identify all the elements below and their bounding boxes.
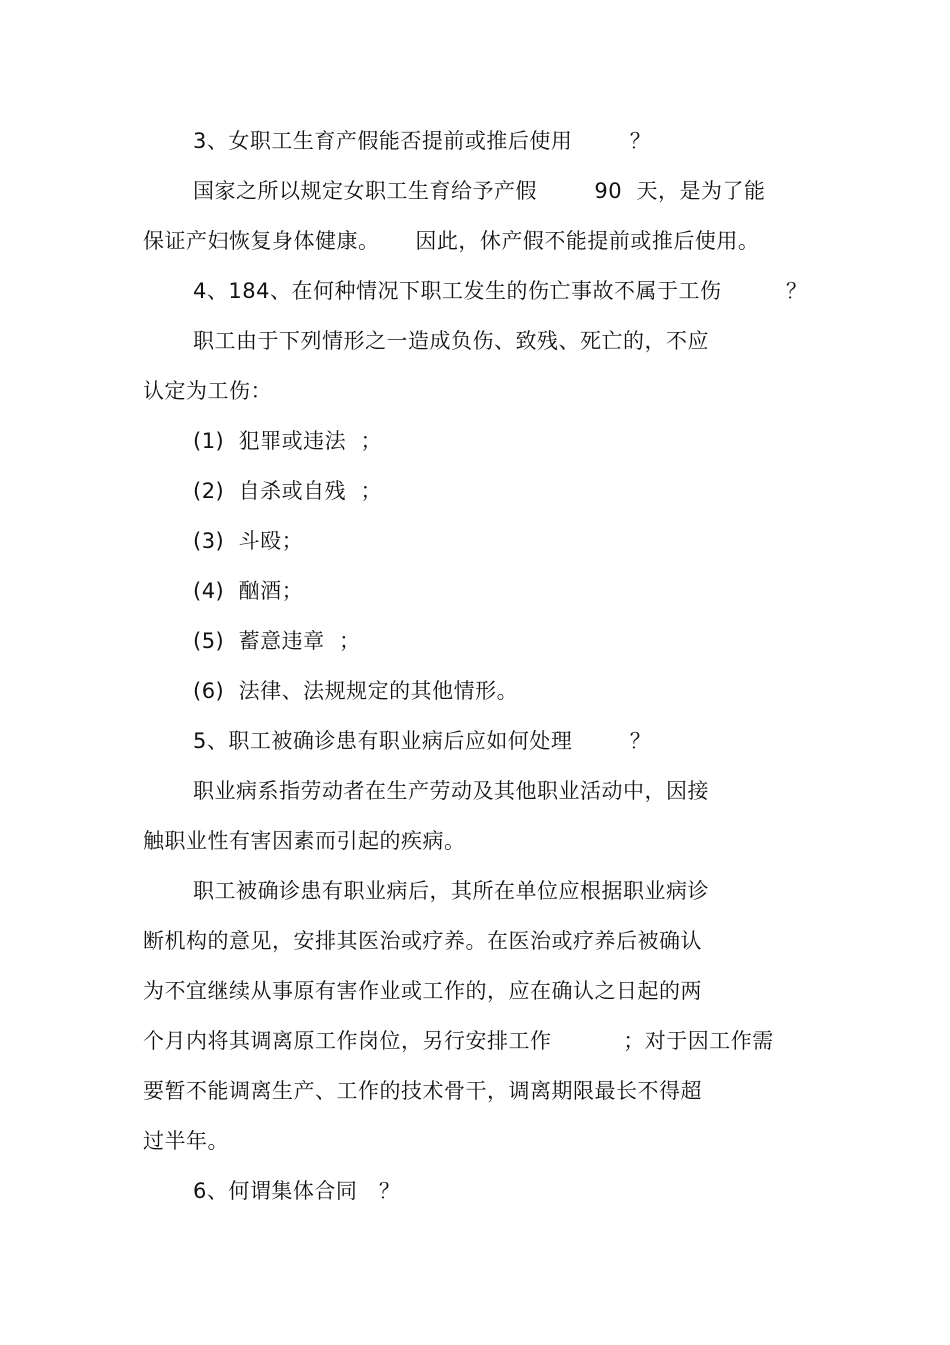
question-5-heading: 5、职工被确诊患有职业病后应如何处理 ？: [193, 729, 652, 753]
list-item: (1) 犯罪或违法 ；: [193, 429, 382, 453]
paragraph-line: 保证产妇恢复身体健康。 因此，休产假不能提前或推后使用。: [143, 229, 760, 253]
list-item: (3) 斗殴；: [193, 529, 304, 553]
paragraph-line: 过半年。: [143, 1129, 229, 1153]
paragraph-line: 认定为工伤：: [143, 379, 272, 403]
paragraph-line: 触职业性有害因素而引起的疾病。: [143, 829, 466, 853]
paragraph-line: 要暂不能调离生产、工作的技术骨干，调离期限最长不得超: [143, 1079, 702, 1103]
paragraph-line: 为不宜继续从事原有害作业或工作的，应在确认之日起的两: [143, 979, 702, 1003]
list-item: (2) 自杀或自残 ；: [193, 479, 382, 503]
list-item: (5) 蓄意违章 ；: [193, 629, 361, 653]
paragraph-line: 职工由于下列情形之一造成负伤、致残、死亡的，不应: [193, 329, 709, 353]
question-4-heading: 4、184、在何种情况下职工发生的伤亡事故不属于工伤 ？: [193, 279, 808, 303]
paragraph-line: 国家之所以规定女职工生育给予产假 90 天，是为了能: [193, 179, 766, 203]
question-3-heading: 3、女职工生育产假能否提前或推后使用 ？: [193, 129, 652, 153]
paragraph-line: 职业病系指劳动者在生产劳动及其他职业活动中，因接: [193, 779, 709, 803]
paragraph-line: 职工被确诊患有职业病后，其所在单位应根据职业病诊: [193, 879, 709, 903]
list-item: (6) 法律、法规规定的其他情形。: [193, 679, 519, 703]
paragraph-line: 个月内将其调离原工作岗位，另行安排工作 ；对于因工作需: [143, 1029, 774, 1053]
question-6-heading: 6、何谓集体合同 ？: [193, 1179, 401, 1203]
paragraph-line: 断机构的意见，安排其医治或疗养。在医治或疗养后被确认: [143, 929, 702, 953]
list-item: (4) 酗酒；: [193, 579, 304, 603]
